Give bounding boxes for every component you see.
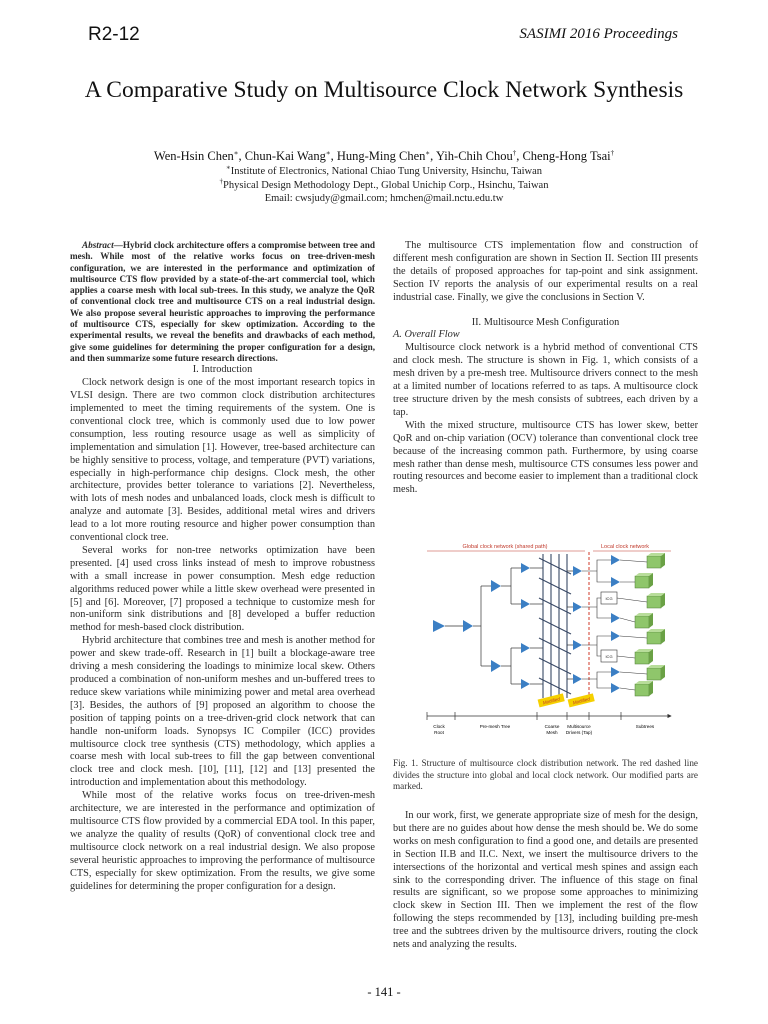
intro-paragraph-4: While most of the relative works focus on tree-driven-mesh architecture, we are interested in the performance and optimization of multisource CTS flow provided by a commercial EDA tool. In this paper, we analyze the quality of results (QoR) of conventional clock tree and multisource clock network on a real industrial design. We also propose several heuristic approaches to improving the performance of multisource CTS, especially for skew optimization. From the results, we give some guidelines for determining the proper configuration for a design. bbox=[70, 790, 375, 892]
pre-mesh-buffer-l1 bbox=[463, 620, 473, 632]
svg-text:ICG: ICG bbox=[605, 654, 613, 659]
intro-paragraph-2: Several works for non-tree networks optimization have been presented. [4] used cross links instead of mesh to improve robustness with a small increase in power consumption. Mesh edge reduction algorithms reduced power while a little skew overhead were presented in [5] and [6]. Moreover, [7] proposed a technique to customize mesh for non-uniform sink distributions and [8] developed a buffer reduction method for mesh-based clock distribution. bbox=[70, 544, 375, 634]
outline-paragraph: The multisource CTS implementation flow and construction of different mesh configuration are shown in Section II. Section III presents the details of proposed approaches for tap-point and sink assignment. Section IV reports the analysis of our experimental results on a real industrial case. Finally, we give the conclusions in Section V. bbox=[393, 240, 698, 303]
abstract-label: Abstract bbox=[82, 240, 114, 250]
session-label: R2-12 bbox=[88, 24, 140, 45]
section-2-heading: II. Multisource Mesh Configuration bbox=[471, 316, 620, 328]
coarse-mesh bbox=[539, 554, 571, 698]
svg-text:Modified: Modified bbox=[572, 696, 591, 706]
abstract: Abstract—Hybrid clock architecture offers a compromise between tree and mesh. While most of the relative works focus on tree-driven-mesh configuration, we are interested in the performance and optimization of multisource CTS flow provided by a state-of-the-art commercial tool, which applies a coarse mesh with local sub-trees. In this study, we analyze the QoR of conventional clock tree and multisource CTS on a real industrial design. We also propose several heuristic approaches to improving the performance of multisource CTS, especially for skew optimization. According to the experimental results, we reveal the benefits and drawbacks of each method, give some guidelines for determining the proper configuration for a design, and then summarize some future research directions. bbox=[70, 240, 375, 363]
svg-text:ICG: ICG bbox=[605, 596, 613, 601]
page-number: - 141 - bbox=[367, 985, 401, 999]
flow-paragraph-3: In our work, first, we generate appropriate size of mesh for the design, but there are no guides about how dense the mesh should be. We do some works on mesh configuration to find a good one, and details are presented in Section II.B and II.C. Next, we insert the multisource drivers to the intersections of the horizontal and vertical mesh spines and assign each sink to the corresponding driver. The influence of this stage on final results are significant, so we propose some approaches to minimizing clock skew in Section III. Then we implement the rest of the flow following the steps recommended by [13], including building pre-mesh tree and the subtrees driven by the multisource drivers, routing the clock nets and analyzing the results. bbox=[393, 810, 698, 951]
axis-label-drivers: Multisource Drivers (Tap) bbox=[565, 724, 593, 735]
clock-root-buffer bbox=[433, 620, 445, 632]
axis-label-mesh: Coarse Mesh bbox=[544, 724, 560, 735]
modified-badge-drivers bbox=[568, 693, 595, 707]
author-1: Wen-Hsin Chen bbox=[153, 149, 234, 163]
left-column bbox=[70, 240, 375, 893]
intro-paragraph-3: Hybrid architecture that combines tree and mesh is another method for power and skew trade-off. Research in [1] built a blockage-aware tree driving a mesh considering the loadings to minimize local skew. Others produced a combination of non-uniform meshes and un-buffered trees to reduce skew variations while minimizing power and metal area overhead [3]. Besides, the authors of [9] proposed an algorithm to choose the position of tapping points on a tree-driven-grid clock network that can handle non-uniform loads. Synopsys IC Compiler (ICC) provides multisource clock tree synthesis (CTS) methodology, which applies a coarse mesh with local sub-trees to fill the gap between conventional clock tree and clock mesh. [10], [11], [12] and [13] presented the introduction and implementation about this methodology. bbox=[70, 635, 375, 789]
author-2: Chun-Kai Wang bbox=[244, 149, 326, 163]
intro-paragraph-1: Clock network design is one of the most important research topics in VLSI design. There are two common clock distribution architectures implemented to meet the timing requirements of the system. One is conventional clock tree, which is commonly used due to low power consumption, less routing resource usage as well as simplicity of implementation and simulation [1]. However, tree-based architecture can be highly sensitive to process, voltage, and temperature (PVT) variations, especially in high-performance chip designs. Clock mesh, the other architecture, provides better tolerance to variations [2]. Nevertheless, with lots of mesh nodes and unbalanced loads, clock mesh is difficult to analyze and automate [3]. Besides, additional metal wires and drivers lead to a lot more routing resource and higher power consumption than conventional clock tree. bbox=[70, 377, 375, 544]
author-3: Hung-Ming Chen bbox=[336, 149, 426, 163]
figure-1-diagram bbox=[425, 540, 673, 752]
global-network-label: Global clock network (shared path) bbox=[462, 544, 548, 550]
sink-flip-flops bbox=[635, 553, 665, 696]
author-list: Wen-Hsin Chen∗, Chun-Kai Wang∗, Hung-Ming Chen∗, Yih-Chih Chou†, Cheng-Hong Tsai† bbox=[153, 148, 615, 163]
axis-label-premesh: Pre-mesh Tree bbox=[479, 724, 511, 729]
axis-label-root: Clock Root bbox=[433, 724, 445, 735]
axis-label-subtrees: Subtrees bbox=[635, 724, 655, 729]
author-5: Cheng-Hong Tsai bbox=[522, 149, 611, 163]
pre-mesh-buffer-l2 bbox=[491, 660, 501, 672]
proceedings-label: SASIMI 2016 Proceedings bbox=[519, 26, 678, 42]
flow-paragraph-2: With the mixed structure, multisource CTS has lower skew, better QoR and on-chip variation (OCV) tolerance than conventional clock tree because of the increasing common path. Furthermore, by using coarse mesh rather than dense mesh, multisource CTS consumes less power and routing resources and become easier to implement than a traditional clock mesh. bbox=[393, 419, 698, 496]
affiliation-2: †Physical Design Methodology Dept., Global Unichip Corp., Hsinchu, Taiwan bbox=[219, 177, 549, 191]
email-line: Email: cwsjudy@gmail.com; hmchen@mail.nctu.edu.tw bbox=[264, 193, 504, 204]
author-4: Yih-Chih Chou bbox=[435, 149, 513, 163]
subtrees bbox=[582, 560, 611, 688]
subsection-heading: A. Overall Flow bbox=[393, 329, 460, 341]
subtree-buffers bbox=[611, 555, 620, 693]
right-column-top bbox=[393, 240, 698, 497]
affiliations bbox=[40, 165, 728, 206]
multisource-drivers bbox=[567, 566, 582, 684]
affiliation-1: ∗Institute of Electronics, National Chiao Tung University, Hsinchu, Taiwan bbox=[225, 163, 543, 177]
paper-title: A Comparative Study on Multisource Clock Network Synthesis bbox=[84, 77, 684, 103]
pre-mesh-buffers-l3 bbox=[511, 563, 543, 689]
right-column-bottom bbox=[393, 810, 698, 952]
pre-mesh-buffer-l2 bbox=[491, 580, 501, 592]
local-network-label: Local clock network bbox=[601, 544, 649, 550]
section-1-heading: I. Introduction bbox=[192, 364, 253, 376]
figure-caption: Fig. 1. Structure of multisource clock distribution network. The red dashed line divides the structure into global and local clock network. Our modified parts are marked. bbox=[393, 758, 698, 791]
flow-paragraph-1: Multisource clock network is a hybrid method of conventional CTS and clock mesh. The structure is shown in Fig. 1, which consists of a mesh driven by a pre-mesh tree. Multisource drivers connect to the mesh at a limited number of locations referred to as taps. A multisource clock tree structure driven by the mesh consists of subtrees, each driven by a tap. bbox=[393, 342, 698, 418]
svg-text:Modified: Modified bbox=[542, 696, 561, 706]
